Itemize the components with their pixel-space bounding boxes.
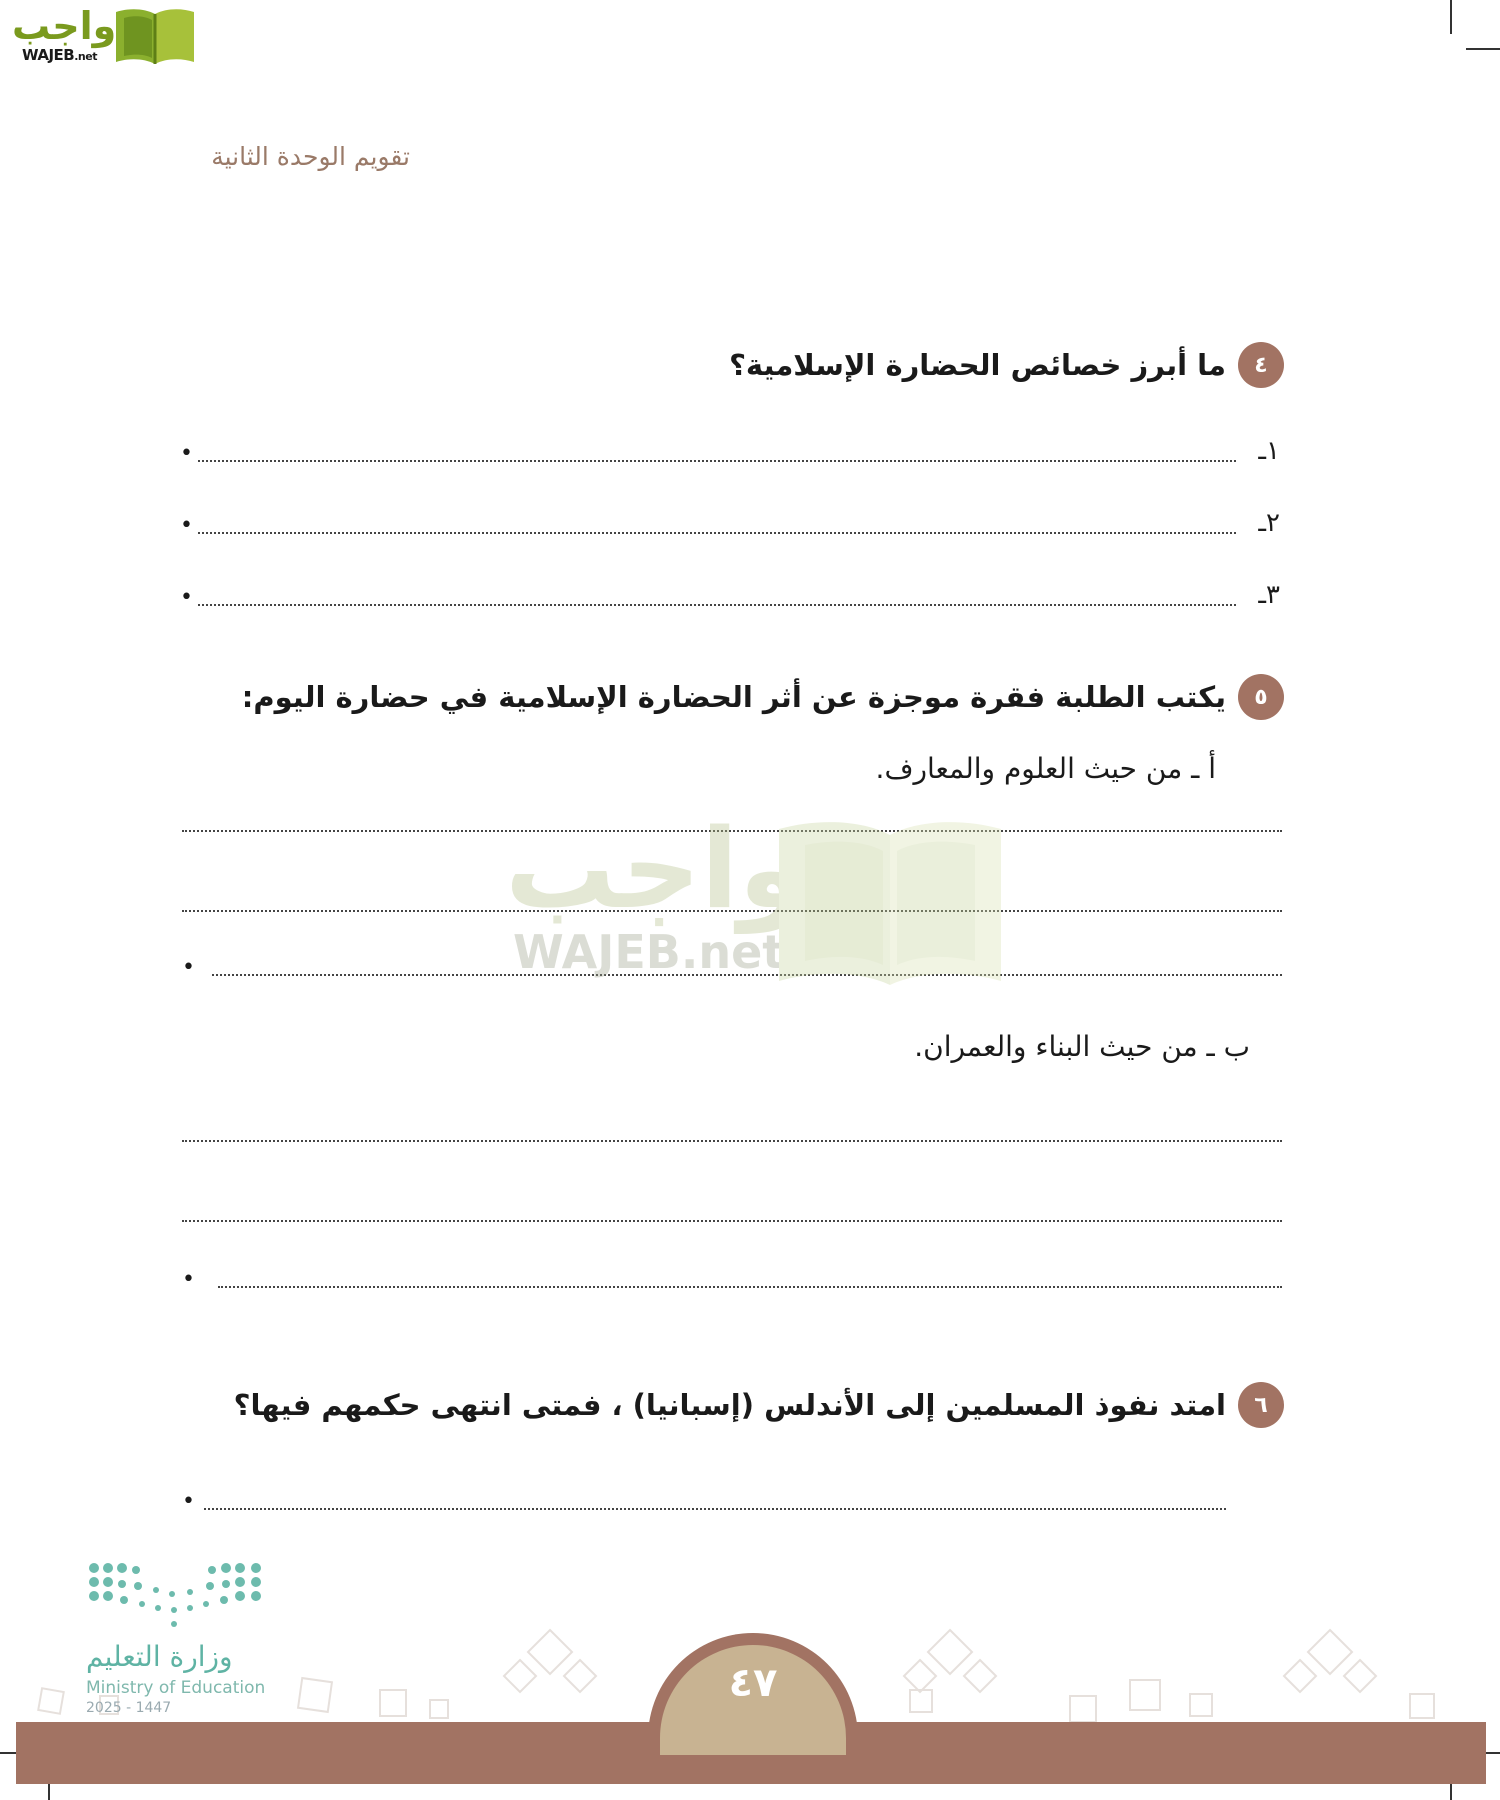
sub-question-a: أ ـ من حيث العلوم والمعارف. [875, 752, 1216, 785]
answer-line-3[interactable]: • ٣ـ [180, 580, 1280, 610]
answer-line-2[interactable]: • ٢ـ [180, 508, 1280, 538]
page-number: ٤٧ [728, 1660, 778, 1706]
question-text: يكتب الطلبة فقرة موجزة عن أثر الحضارة الإسلامية في حضارة اليوم: [241, 680, 1226, 714]
answer-line[interactable]: • [182, 1488, 1226, 1514]
watermark-book-icon [775, 815, 1005, 985]
crop-mark [1450, 0, 1452, 34]
wajeb-logo[interactable] [8, 4, 188, 68]
question-number-badge: ٥ [1238, 674, 1284, 720]
logo-arabic: واجب [12, 4, 117, 48]
ministry-english: Ministry of Education [86, 1678, 266, 1698]
crop-mark [1466, 48, 1500, 50]
unit-title: تقويم الوحدة الثانية [211, 142, 410, 171]
question-6 [234, 1382, 1284, 1428]
sub-question-b: ب ـ من حيث البناء والعمران. [914, 1030, 1250, 1063]
ministry-arabic: وزارة التعليم [86, 1640, 233, 1673]
ministry-logo [86, 1560, 276, 1720]
answer-label: ٣ـ [1258, 580, 1280, 610]
question-text: امتد نفوذ المسلمين إلى الأندلس (إسبانيا) ، فمتى انتهى حكمهم فيها؟ [233, 1388, 1226, 1422]
answer-line[interactable] [182, 1200, 1282, 1226]
answer-line[interactable]: • [182, 1266, 1282, 1292]
question-5 [242, 674, 1284, 720]
answer-line-1[interactable]: • ١ـ [180, 436, 1280, 466]
logo-latin: WAJEB.net [22, 46, 97, 64]
question-text: ما أبرز خصائص الحضارة الإسلامية؟ [729, 348, 1226, 382]
question-number-badge: ٦ [1238, 1382, 1284, 1428]
answer-label: ٢ـ [1258, 508, 1280, 538]
ministry-year: 2025 - 1447 [86, 1700, 172, 1716]
answer-line[interactable] [182, 1120, 1282, 1146]
answer-line[interactable]: • [182, 954, 1282, 980]
answer-label: ١ـ [1258, 436, 1280, 466]
vision-dots-icon [86, 1560, 266, 1630]
question-number-badge: ٤ [1238, 342, 1284, 388]
watermark: واجب WAJEB.net [505, 815, 1005, 985]
book-icon [114, 6, 196, 66]
question-4 [729, 342, 1284, 388]
